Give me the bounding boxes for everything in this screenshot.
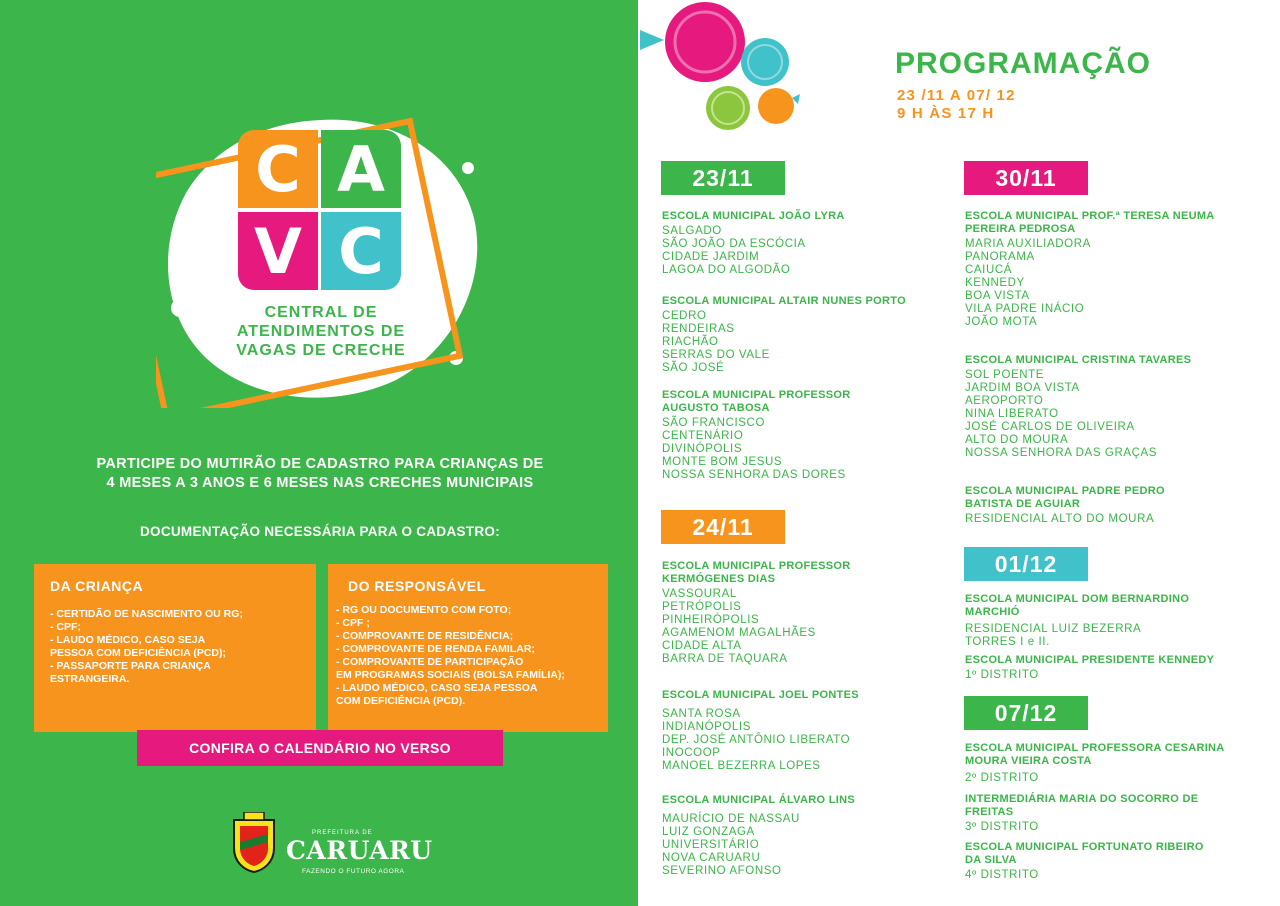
crianca-docs-list [50,608,316,686]
area-item: RESIDENCIAL ALTO DO MOURA [965,513,1155,525]
area-item: MONTE BOM JESUS [662,456,783,468]
area-item: SERRAS DO VALE [662,349,770,361]
caruaru-crest-icon [230,812,278,874]
responsavel-docs-box [328,564,608,732]
area-item: CIDADE JARDIM [662,251,760,263]
cavc-logo [238,130,403,290]
area-item: SÃO JOÃO DA ESCÓCIA [662,238,806,250]
school-maria-do-socorro: INTERMEDIÁRIA MARIA DO SOCORRO DE FREITAS 3º DISTRITO [965,793,1225,834]
responsavel-doc-item: - COMPROVANTE DE PARTICIPAÇÃO [336,656,524,668]
decorative-circles [640,0,810,140]
school-joel-pontes: ESCOLA MUNICIPAL JOEL PONTES SANTA ROSA INDIANÓPOLIS DEP. JOSÉ ANTÔNIO LIBERATO INOCOOP MANOEL BEZERRA LOPES [662,689,962,773]
area-item: PINHEIRÓPOLIS [662,614,760,626]
area-item: JARDIM BOA VISTA [965,382,1080,394]
area-item: BOA VISTA [965,290,1030,302]
responsavel-doc-item: - COMPROVANTE DE RENDA FAMILAR; [336,643,535,655]
crianca-title: DA CRIANÇA [50,578,144,594]
docs-title: DOCUMENTAÇÃO NECESSÁRIA PARA O CADASTRO: [139,524,500,539]
responsavel-doc-item: COM DEFICIÊNCIA (PCD). [336,695,466,707]
school-teresa-neuma: ESCOLA MUNICIPAL PROF.ª TERESA NEUMA PEREIRA PEDROSA MARIA AUXILIADORA PANORAMA CAIUCÁ KENNEDY BOA VISTA VILA PADRE INÁCIO JOÃO MOTA [965,210,1255,329]
area-item: CIDADE ALTA [662,640,742,652]
area-item: KENNEDY [965,277,1025,289]
crianca-doc-item: - PASSAPORTE PARA CRIANÇA [50,660,211,672]
area-item: INDIANÓPOLIS [662,721,751,733]
logo-letter-c2: C [321,212,401,290]
area-item: CENTENÁRIO [662,430,744,442]
area-item: JOSÉ CARLOS DE OLIVEIRA [965,421,1135,433]
responsavel-doc-item: EM PROGRAMAS SOCIAIS (BOLSA FAMÍLIA); [336,669,565,681]
area-item: CAIUCÁ [965,264,1013,276]
date-badge-24-11: 24/11 [661,510,785,544]
area-item: 2º DISTRITO [965,772,1039,784]
date-badge-07-12: 07/12 [964,696,1088,730]
area-item: NOSSA SENHORA DAS GRAÇAS [965,447,1158,459]
logo-letter-c: C [238,130,318,208]
area-item: RIACHÃO [662,336,719,348]
date-badge-01-12: 01/12 [964,547,1088,581]
area-item: LUIZ GONZAGA [662,826,755,838]
responsavel-title: DO RESPONSÁVEL [348,578,486,594]
caruaru-name: CARUARU [286,836,433,865]
area-item: RENDEIRAS [662,323,735,335]
crianca-doc-item: - CPF; [50,621,81,633]
area-item: SÃO JOSÉ [662,362,725,374]
area-item: 3º DISTRITO [965,821,1039,833]
school-cristina-tavares: ESCOLA MUNICIPAL CRISTINA TAVARES SOL POENTE JARDIM BOA VISTA AEROPORTO NINA LIBERATO JOSÉ CARLOS DE OLIVEIRA ALTO DO MOURA NOSSA SENHORA DAS GRAÇAS [965,354,1265,460]
area-item: NINA LIBERATO [965,408,1059,420]
school-presidente-kennedy: ESCOLA MUNICIPAL PRESIDENTE KENNEDY 1º DISTRITO [965,654,1265,682]
calendar-verso-button[interactable]: CONFIRA O CALENDÁRIO NO VERSO [137,730,503,766]
area-item: LAGOA DO ALGODÃO [662,264,791,276]
school-padre-pedro: ESCOLA MUNICIPAL PADRE PEDRO BATISTA DE AGUIAR RESIDENCIAL ALTO DO MOURA [965,485,1195,526]
crianca-doc-item: - CERTIDÃO DE NASCIMENTO OU RG; [50,608,243,620]
area-item: NOSSA SENHORA DAS DORES [662,469,846,481]
area-item: SALGADO [662,225,722,237]
area-item: SANTA ROSA [662,708,741,720]
school-joao-lyra: ESCOLA MUNICIPAL JOÃO LYRA SALGADO SÃO JOÃO DA ESCÓCIA CIDADE JARDIM LAGOA DO ALGODÃO [662,210,962,277]
crianca-doc-item: ESTRANGEIRA. [50,673,130,685]
participe-heading: PARTICIPE DO MUTIRÃO DE CADASTRO PARA CRIANÇAS DE 4 MESES A 3 ANOS E 6 MESES NAS CRECHES MUNICIPAIS [96,456,544,491]
area-item: RESIDENCIAL LUIZ BEZERRA TORRES I e II. [965,623,1141,648]
school-cesarina-moura: ESCOLA MUNICIPAL PROFESSORA CESARINA MOURA VIEIRA COSTA 2º DISTRITO [965,742,1225,784]
caruaru-brand [230,812,433,878]
area-item: CEDRO [662,310,707,322]
logo-letter-a: A [321,130,401,208]
school-fortunato-ribeiro: ESCOLA MUNICIPAL FORTUNATO RIBEIRO DA SILVA 4º DISTRITO [965,841,1204,881]
area-item: SÃO FRANCISCO [662,417,766,429]
area-item: MANOEL BEZERRA LOPES [662,760,821,772]
responsavel-doc-item: - RG OU DOCUMENTO COM FOTO; [336,604,512,616]
area-item: AGAMENOM MAGALHÃES [662,627,816,639]
area-item: NOVA CARUARU [662,852,761,864]
area-item: SEVERINO AFONSO [662,865,782,877]
crianca-docs-box [34,564,316,732]
responsavel-doc-item: - CPF ; [336,617,370,629]
responsavel-doc-item: - COMPROVANTE DE RESIDÊNCIA; [336,630,514,642]
area-item: JOÃO MOTA [965,316,1038,328]
area-item: 4º DISTRITO [965,869,1039,881]
area-item: PANORAMA [965,251,1035,263]
responsavel-docs-list [336,604,608,708]
area-item: UNIVERSITÁRIO [662,839,760,851]
area-item: PETRÓPOLIS [662,601,742,613]
school-altair-nunes-porto: ESCOLA MUNICIPAL ALTAIR NUNES PORTO CEDRO RENDEIRAS RIACHÃO SERRAS DO VALE SÃO JOSÉ [662,295,962,375]
area-item: VILA PADRE INÁCIO [965,303,1085,315]
area-item: BARRA DE TAQUARA [662,653,788,665]
area-item: 1º DISTRITO [965,669,1039,681]
programacao-period: 23 /11 A 07/ 12 9 H ÀS 17 H [897,87,1016,122]
programacao-title: PROGRAMAÇÃO [895,47,1151,80]
school-kermogenes-dias: ESCOLA MUNICIPAL PROFESSOR KERMÓGENES DIAS VASSOURAL PETRÓPOLIS PINHEIRÓPOLIS AGAMENOM MAGALHÃES CIDADE ALTA BARRA DE TAQUARA [662,560,872,666]
school-alvaro-lins: ESCOLA MUNICIPAL ÁLVARO LINS MAURÍCIO DE NASSAU LUIZ GONZAGA UNIVERSITÁRIO NOVA CARUARU SEVERINO AFONSO [662,794,962,878]
area-item: MAURÍCIO DE NASSAU [662,813,800,825]
date-badge-23-11: 23/11 [661,161,785,195]
area-item: INOCOOP [662,747,721,759]
area-item: SOL POENTE [965,369,1045,381]
date-badge-30-11: 30/11 [964,161,1088,195]
crianca-doc-item: PESSOA COM DEFICIÊNCIA (PCD); [50,647,226,659]
area-item: ALTO DO MOURA [965,434,1069,446]
caruaru-slogan: FAZENDO O FUTURO AGORA [302,868,405,875]
cavc-title: CENTRAL DE ATENDIMENTOS DE VAGAS DE CRECHE [236,304,406,359]
left-panel [0,0,638,906]
school-augusto-tabosa: ESCOLA MUNICIPAL PROFESSOR AUGUSTO TABOSA SÃO FRANCISCO CENTENÁRIO DIVINÓPOLIS MONTE BOM JESUS NOSSA SENHORA DAS DORES [662,389,902,482]
crianca-doc-item: - LAUDO MÉDICO, CASO SEJA [50,634,206,646]
area-item: MARIA AUXILIADORA [965,238,1091,250]
logo-letter-v: V [238,212,318,290]
prefeitura-label: PREFEITURA DE [312,830,373,836]
area-item: VASSOURAL [662,588,737,600]
responsavel-doc-item: - LAUDO MÉDICO, CASO SEJA PESSOA [336,682,538,694]
area-item: DIVINÓPOLIS [662,443,743,455]
school-dom-bernardino: ESCOLA MUNICIPAL DOM BERNARDINO MARCHIÓ RESIDENCIAL LUIZ BEZERRA TORRES I e II. [965,593,1195,649]
area-item: AEROPORTO [965,395,1044,407]
area-item: DEP. JOSÉ ANTÔNIO LIBERATO [662,734,851,746]
